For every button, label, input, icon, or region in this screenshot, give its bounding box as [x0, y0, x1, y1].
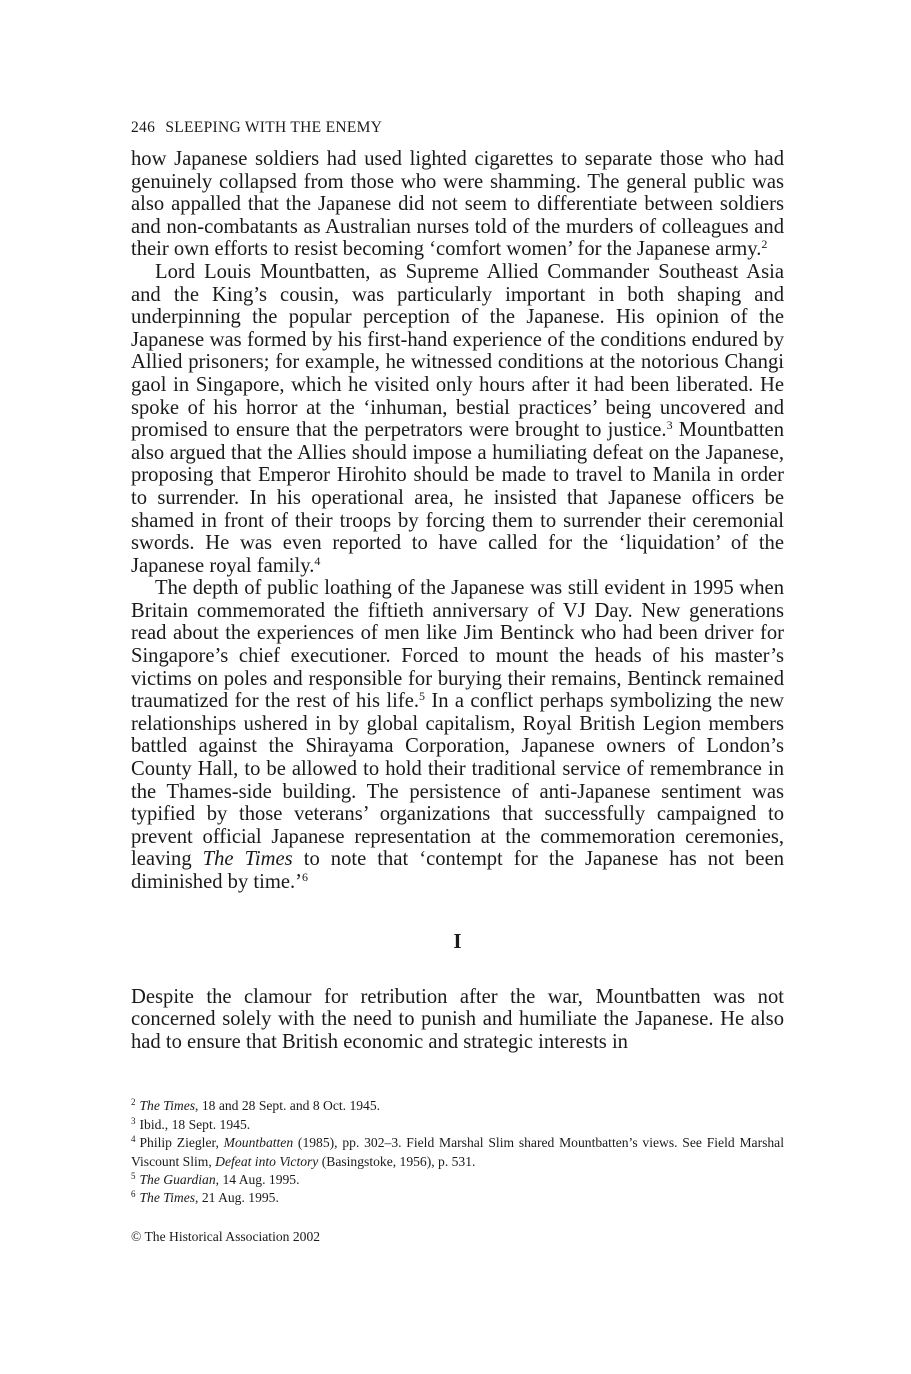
body-text — [131, 148, 784, 1053]
footnote-4 — [131, 1134, 784, 1171]
footnote-italic: The Guardian — [139, 1172, 216, 1187]
paragraph-3-text-b: In a conflict perhaps symbolizing the new relationships ushered in by global capitalism, Royal British Legion members battled against the Shirayama Corporation, Japanese owners of London’s County Hall, to be allowed to hold their traditional service of remembrance in the Thames-side building. The persistence of anti-Japanese sentiment was typified by those veterans’ organizations that successfully campaigned to prevent official Japanese representation at the commemoration ceremonies, leaving — [131, 690, 784, 871]
paragraph-3 — [131, 577, 784, 893]
footnote-ref-2[interactable]: 2 — [761, 237, 768, 252]
footnote-2 — [131, 1097, 784, 1115]
section-heading: I — [453, 928, 462, 953]
footnote-ref-4[interactable]: 4 — [314, 553, 321, 568]
footnote-ref-5[interactable]: 5 — [419, 689, 425, 704]
footnote-text: , 21 Aug. 1995. — [195, 1190, 279, 1206]
paragraph-1-text: how Japanese soldiers had used lighted cigarettes to separate those who had genuinely collapsed from those who were shamming. The general public was also appalled that the Japanese did not seem to differentiate between soldiers and non-combatants as Australian nurses told of the murders of colleagues and their own efforts to resist becoming ‘comfort women’ for the Japanese army. — [131, 148, 784, 261]
footnote-text: Philip Ziegler, — [139, 1135, 224, 1151]
paragraph-4 — [131, 986, 784, 1054]
footnote-italic: Defeat into Victory — [215, 1153, 319, 1169]
footnote-text: , 14 Aug. 1995. — [215, 1172, 300, 1187]
footnote-italic: Mountbatten — [223, 1135, 294, 1151]
footnote-italic: The Times — [139, 1098, 196, 1114]
footnote-6 — [131, 1189, 784, 1207]
running-head — [131, 118, 784, 138]
footnotes — [131, 1097, 784, 1207]
footnote-ref-3[interactable]: 3 — [666, 418, 673, 433]
footnote-number: 6 — [131, 1189, 136, 1200]
paragraph-3-italic-title: The Times — [202, 848, 293, 871]
paragraph-3-text-c: to note that ‘contempt for the Japanese has not been diminished by time.’ — [131, 848, 785, 893]
copyright-notice: © The Historical Association 2002 — [131, 1228, 321, 1244]
footnote-number: 5 — [131, 1171, 136, 1181]
paragraph-2-text-a: Lord Louis Mountbatten, as Supreme Allied Commander Southeast Asia and the King’s cousin, was particularly important in both shaping and underpinning the popular perception of the Japanese. His opinion of the Japanese was formed by his first-hand experience of the conditions endured by Allied prisoners; for example, he witnessed conditions at the notorious Changi gaol in Singapore, which he visited only hours after it had been liberated. He spoke of his horror at the ‘inhuman, bestial practices’ being uncovered and promised to ensure that the perpetrators were brought to justice. — [131, 260, 784, 442]
footnote-number: 4 — [131, 1134, 136, 1145]
paragraph-1 — [131, 148, 784, 261]
document-page — [131, 118, 784, 1246]
footnote-number: 3 — [131, 1115, 136, 1126]
page-number: 246 — [131, 119, 156, 136]
running-title: SLEEPING WITH THE ENEMY — [165, 119, 383, 136]
footnote-italic: The Times — [139, 1190, 196, 1206]
footnote-text: , 18 and 28 Sept. and 8 Oct. 1945. — [195, 1098, 381, 1114]
footnote-number: 2 — [131, 1097, 136, 1108]
paragraph-4-text: Despite the clamour for retribution after the war, Mountbatten was not concerned solely with the need to punish and humiliate the Japanese. He also had to ensure that British economic and strategic interests in — [131, 985, 784, 1053]
footnote-text: (Basingstoke, 1956), p. 531. — [318, 1153, 476, 1169]
paragraph-3-text-a: The depth of public loathing of the Japanese was still evident in 1995 when Britain commemorated the fiftieth anniversary of VJ Day. New generations read about the experiences of men like Jim Bentinck who had been driver for Singapore’s chief executioner. Forced to mount the heads of his master’s victims on poles and responsible for burying their remains, Bentinck remained traumatized for the rest of his life. — [131, 577, 784, 713]
footnote-text: (1985), pp. 302–3. Field Marshal Slim shared Mountbatten’s views. See Field Marshal Viscount Slim, — [131, 1135, 784, 1169]
footnote-text: Ibid., 18 Sept. 1945. — [139, 1116, 251, 1132]
footnote-ref-6[interactable]: 6 — [302, 870, 309, 884]
footnote-5 — [131, 1171, 784, 1189]
paragraph-2-text-b: Mountbatten also argued that the Allies should impose a humiliating defeat on the Japanese, proposing that Emperor Hirohito should be made to travel to Manila in order to surrender. In his operational area, he insisted that Japanese officers be shamed in front of their troops by forcing them to surrender their ceremonial swords. He was even reported to have called for the ‘liquidation’ of the Japanese royal family. — [131, 419, 784, 577]
footnote-3 — [131, 1116, 784, 1134]
paragraph-2 — [131, 261, 784, 577]
